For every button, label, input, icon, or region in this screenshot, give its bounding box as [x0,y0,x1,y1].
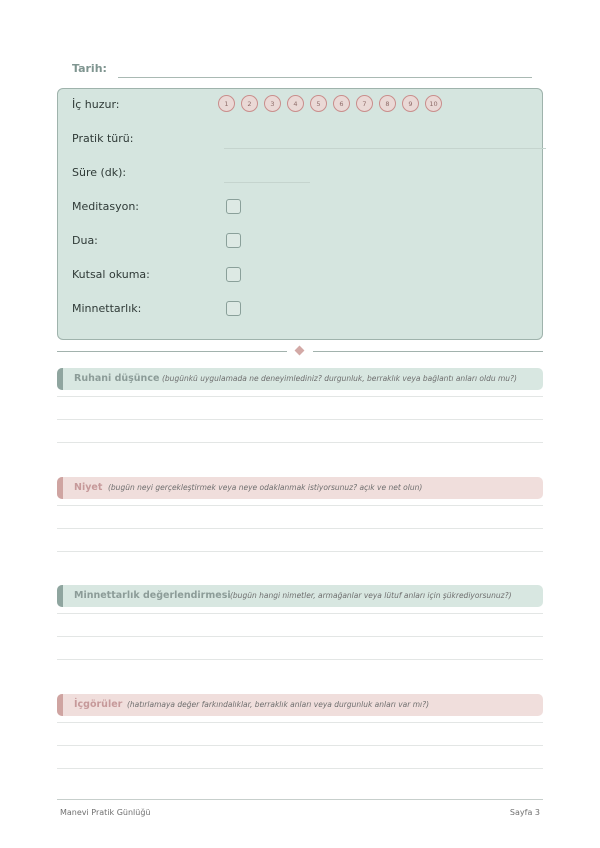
section-title: Ruhani düşünce [74,373,160,384]
divider-line-left [57,351,287,352]
section-accent [57,368,63,390]
gratitude-checkbox[interactable] [226,301,241,316]
writing-line[interactable] [57,745,543,746]
section-insights [57,694,543,716]
practice-form-panel [57,88,543,340]
page-footer [57,799,543,817]
section-accent [57,477,63,499]
scale-option[interactable]: 8 [379,95,396,112]
writing-line[interactable] [57,722,543,723]
inner-peace-label: İç huzur: [72,98,120,111]
divider-line-right [313,351,543,352]
scale-option[interactable]: 2 [241,95,258,112]
section-title: İçgörüler [74,699,123,710]
inner-peace-row [72,95,532,115]
writing-line[interactable] [57,768,543,769]
section-hint: (bugün neyi gerçekleştirmek veya neye odaklanmak istiyorsunuz? açık ve net olun) [108,483,423,492]
scale-option[interactable]: 6 [333,95,350,112]
scale-option[interactable]: 7 [356,95,373,112]
date-row [72,62,532,80]
prayer-row [72,231,532,251]
meditation-checkbox[interactable] [226,199,241,214]
scale-option[interactable]: 10 [425,95,442,112]
duration-field[interactable] [224,182,310,183]
practice-type-row [72,129,532,149]
date-label: Tarih: [72,62,107,75]
section-hint: (bugünkü uygulamada ne deneyimlediniz? durgunluk, berraklık veya bağlantı anları oldu mu?) [162,374,517,383]
gratitude-label: Minnettarlık: [72,302,142,315]
writing-line[interactable] [57,505,543,506]
sacred-reading-label: Kutsal okuma: [72,268,150,281]
sacred-reading-row [72,265,532,285]
footer-page-number: Sayfa 3 [509,808,540,817]
footer-journal-title: Manevi Pratik Günlüğü [60,808,151,817]
writing-line[interactable] [57,659,543,660]
writing-line[interactable] [57,613,543,614]
practice-type-label: Pratik türü: [72,132,134,145]
scale-option[interactable]: 5 [310,95,327,112]
scale-option[interactable]: 4 [287,95,304,112]
ornament-divider [57,345,543,357]
writing-line[interactable] [57,551,543,552]
practice-type-field[interactable] [224,148,546,149]
section-title: Niyet [74,482,103,493]
section-intention [57,477,543,499]
sacred-reading-checkbox[interactable] [226,267,241,282]
writing-line[interactable] [57,396,543,397]
section-hint: (hatırlamaya değer farkındalıklar, berraklık anları veya durgunluk anları var mı?) [127,700,430,709]
prayer-checkbox[interactable] [226,233,241,248]
duration-row [72,163,532,183]
section-accent [57,585,63,607]
diamond-ornament-icon [295,346,305,356]
section-spiritual-reflection [57,368,543,390]
writing-line[interactable] [57,419,543,420]
meditation-label: Meditasyon: [72,200,139,213]
scale-option[interactable]: 3 [264,95,281,112]
section-hint: (bugün hangi nimetler, armağanlar veya lütuf anları için şükrediyorsunuz?) [230,591,512,600]
duration-label: Süre (dk): [72,166,127,179]
prayer-label: Dua: [72,234,98,247]
writing-line[interactable] [57,636,543,637]
writing-line[interactable] [57,528,543,529]
section-title: Minnettarlık değerlendirmesi [74,590,231,601]
meditation-row [72,197,532,217]
scale-option[interactable]: 1 [218,95,235,112]
date-input-line[interactable] [118,77,532,78]
inner-peace-scale [218,95,448,112]
section-accent [57,694,63,716]
section-gratitude-review [57,585,543,607]
writing-line[interactable] [57,442,543,443]
scale-option[interactable]: 9 [402,95,419,112]
gratitude-row [72,299,532,319]
